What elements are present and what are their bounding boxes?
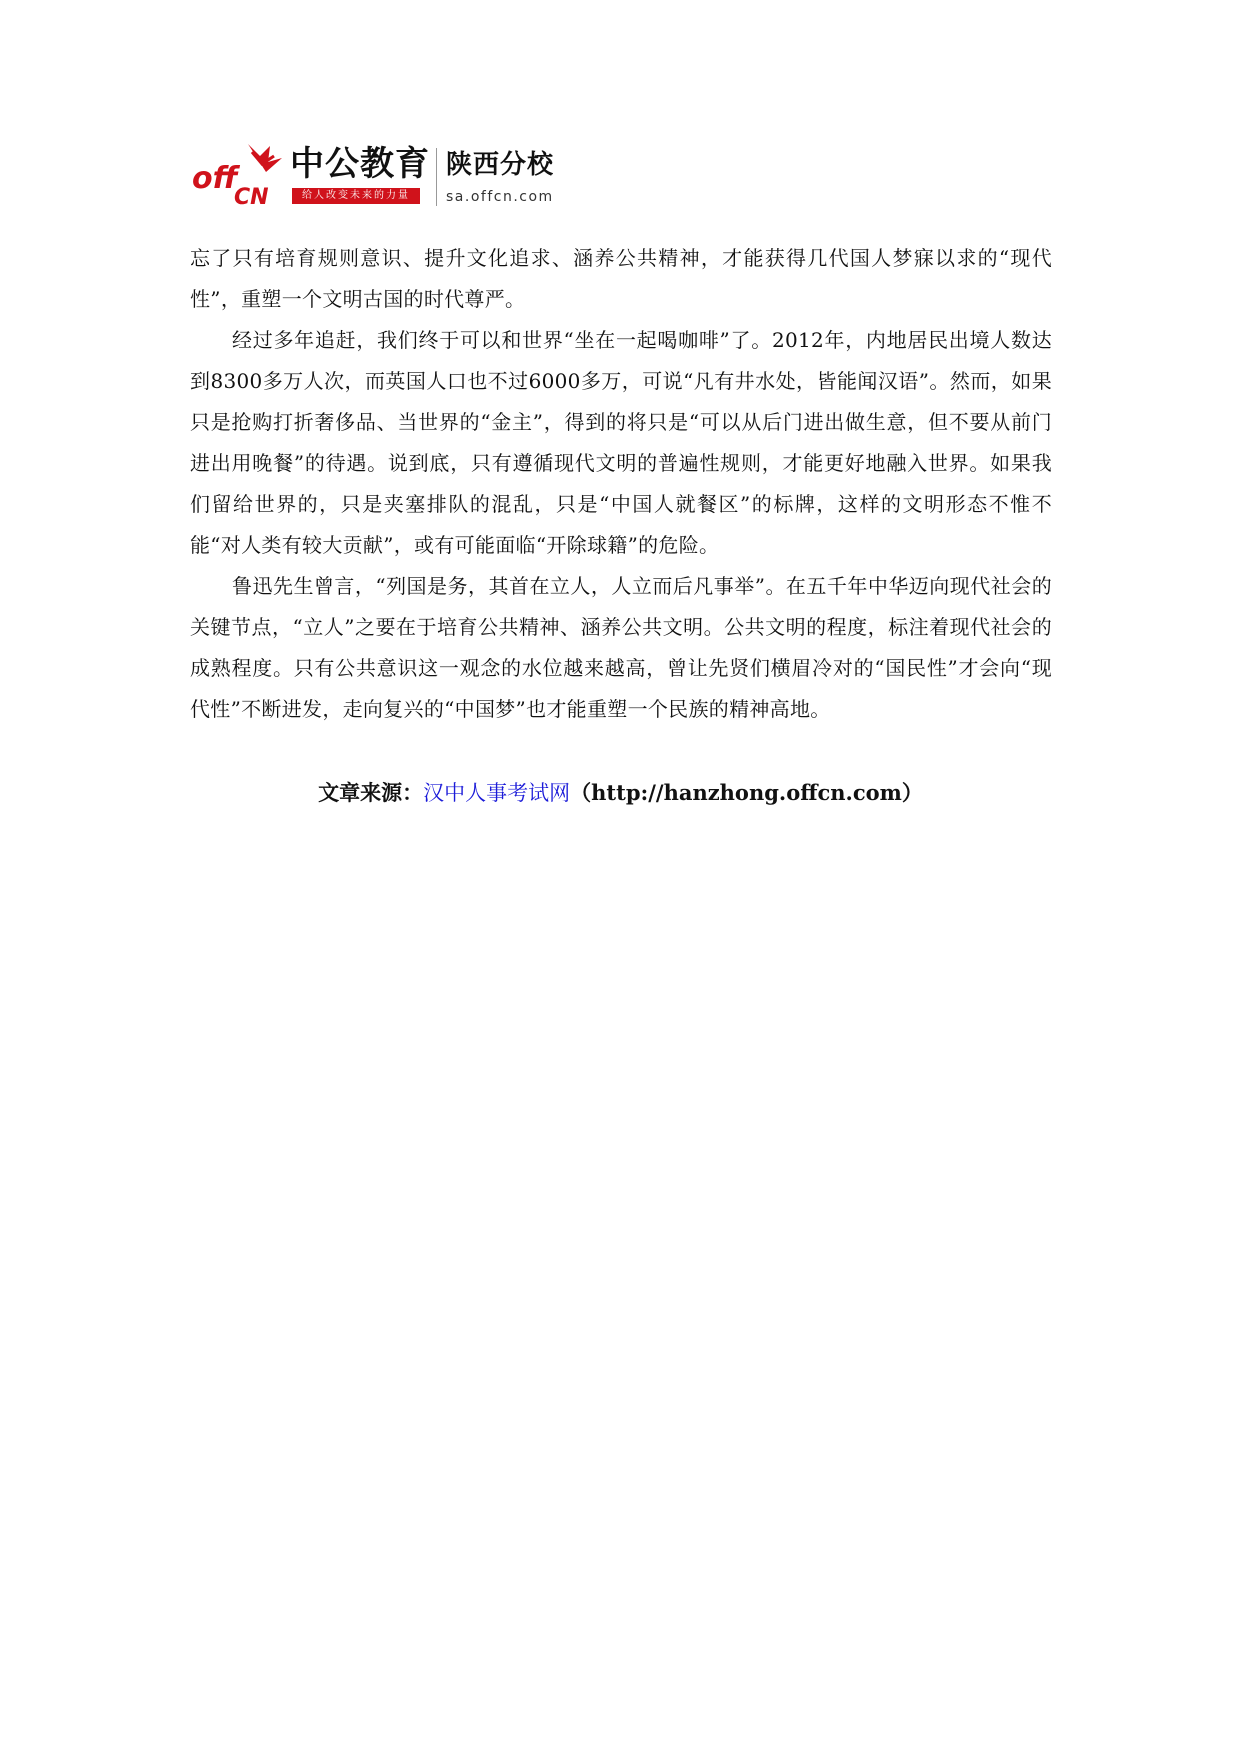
brand-name: 中公教育 xyxy=(290,144,430,184)
page-header xyxy=(190,142,610,212)
offcn-logo xyxy=(190,142,290,210)
source-url: （http://hanzhong.offcn.com） xyxy=(570,780,923,805)
article-paragraph: 忘了只有培育规则意识、提升文化追求、涵养公共精神，才能获得几代国人梦寐以求的“现代性”，重塑一个文明古国的时代尊严。 xyxy=(190,246,1052,311)
svg-text:CN: CN xyxy=(234,185,269,210)
article-paragraph: 鲁迅先生曾言，“列国是务，其首在立人，人立而后凡事举”。在五千年中华迈向现代社会的关键节点，“立人”之要在于培育公共精神、涵养公共文明。公共文明的程度，标注着现代社会的成熟程度。只有公共意识这一观念的水位越来越高，曾让先贤们横眉冷对的“国民性”才会向“现代性”不断进发，走向复兴的“中国梦”也才能重塑一个民族的精神高地。 xyxy=(190,574,1052,721)
source-label: 文章来源： xyxy=(318,780,424,805)
article-body xyxy=(190,238,1052,730)
brand-slogan: 给人改变未来的力量 xyxy=(292,188,420,204)
article-source xyxy=(0,778,1241,808)
header-divider xyxy=(436,148,437,206)
source-link[interactable]: 汉中人事考试网 xyxy=(423,781,571,805)
offcn-logo-icon xyxy=(190,142,290,210)
branch-url: sa.offcn.com xyxy=(446,189,554,205)
article-paragraph: 经过多年追赶，我们终于可以和世界“坐在一起喝咖啡”了。2012年，内地居民出境人数达到8300多万人次，而英国人口也不过6000多万，可说“凡有井水处，皆能闻汉语”。然而，如果只是抢购打折奢侈品、当世界的“金主”，得到的将只是“可以从后门进出做生意，但不要从前门进出用晚餐”的待遇。说到底，只有遵循现代文明的普遍性规则，才能更好地融入世界。如果我们留给世界的，只是夹塞排队的混乱，只是“中国人就餐区”的标牌，这样的文明形态不惟不能“对人类有较大贡献”，或有可能面临“开除球籍”的危险。 xyxy=(190,328,1052,557)
svg-text:off: off xyxy=(192,161,238,196)
branch-name: 陕西分校 xyxy=(446,150,555,180)
